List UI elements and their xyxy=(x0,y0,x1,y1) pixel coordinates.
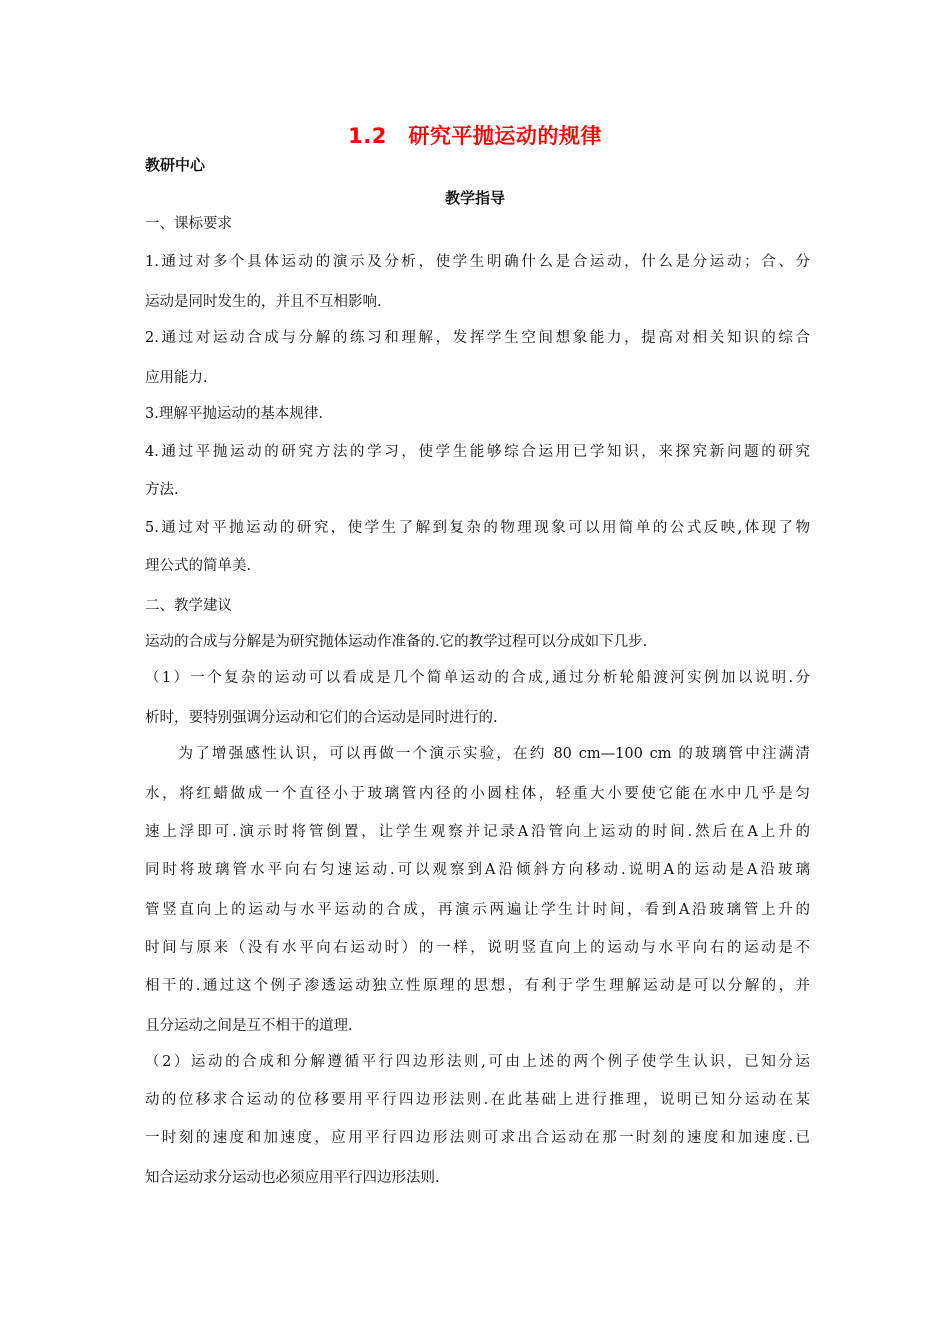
text-line: （2）运动的合成和分解遵循平行四边形法则,可由上述的两个例子使学生认识，已知分运 xyxy=(145,1054,810,1070)
text-line: 相干的.通过这个例子渗透运动独立性原理的思想，有利于学生理解运动是可以分解的，并 xyxy=(145,978,810,994)
text-line: 2.通过对运动合成与分解的练习和理解，发挥学生空间想象能力，提高对相关知识的综合 xyxy=(145,330,810,346)
text-line: （1）一个复杂的运动可以看成是几个简单运动的合成,通过分析轮船渡河实例加以说明.分 xyxy=(145,670,810,686)
text-line: 水，将红蜡做成一个直径小于玻璃管内径的小圆柱体，轻重大小要使它能在水中几乎是匀 xyxy=(145,786,810,802)
text-line: 理公式的简单美. xyxy=(145,558,252,574)
text-line: 一时刻的速度和加速度，应用平行四边形法则可求出合运动在那一时刻的速度和加速度.已 xyxy=(145,1130,810,1146)
text-line: 析时，要特别强调分运动和它们的合运动是同时进行的. xyxy=(145,710,498,726)
text-line: 同时将玻璃管水平向右匀速运动.可以观察到A沿倾斜方向移动.说明A的运动是A沿玻璃 xyxy=(145,862,810,878)
text-line: 3.理解平抛运动的基本规律. xyxy=(145,406,323,422)
section-title: 教学指导 xyxy=(444,189,505,207)
text-line: 二、教学建议 xyxy=(145,598,232,614)
text-line: 管竖直向上的运动与水平运动的合成，再演示两遍让学生计时间，看到A沿玻璃管上升的 xyxy=(145,902,810,918)
text-line: 速上浮即可.演示时将管倒置，让学生观察并记录A沿管向上运动的时间.然后在A上升的 xyxy=(145,824,810,840)
text-line: 方法. xyxy=(145,482,179,498)
text-line: 应用能力. xyxy=(145,370,208,386)
text-line: 运动是同时发生的，并且不互相影响. xyxy=(145,294,382,310)
author-org: 教研中心 xyxy=(145,156,206,174)
text-line: 5.通过对平抛运动的研究，使学生了解到复杂的物理现象可以用简单的公式反映,体现了物 xyxy=(145,520,810,536)
text-line: 为了增强感性认识，可以再做一个演示实验，在约 80 cm—100 cm 的玻璃管中注满清 xyxy=(145,746,810,762)
text-line: 知合运动求分运动也必须应用平行四边形法则. xyxy=(145,1170,440,1186)
text-line: 动的位移求合运动的位移要用平行四边形法则.在此基础上进行推理，说明已知分运动在某 xyxy=(145,1092,810,1108)
text-line: 一、课标要求 xyxy=(145,216,232,232)
text-line: 运动的合成与分解是为研究抛体运动作准备的.它的教学过程可以分成如下几步. xyxy=(145,634,648,650)
text-line: 且分运动之间是互不相干的道理. xyxy=(145,1018,353,1034)
page-title: 1.2 研究平抛运动的规律 xyxy=(348,124,602,148)
text-line: 时间与原来（没有水平向右运动时）的一样，说明竖直向上的运动与水平向右的运动是不 xyxy=(145,940,810,956)
text-line: 1.通过对多个具体运动的演示及分析，使学生明确什么是合运动，什么是分运动；合、分 xyxy=(145,254,810,270)
text-line: 4.通过平抛运动的研究方法的学习，使学生能够综合运用已学知识，来探究新问题的研究 xyxy=(145,444,810,460)
